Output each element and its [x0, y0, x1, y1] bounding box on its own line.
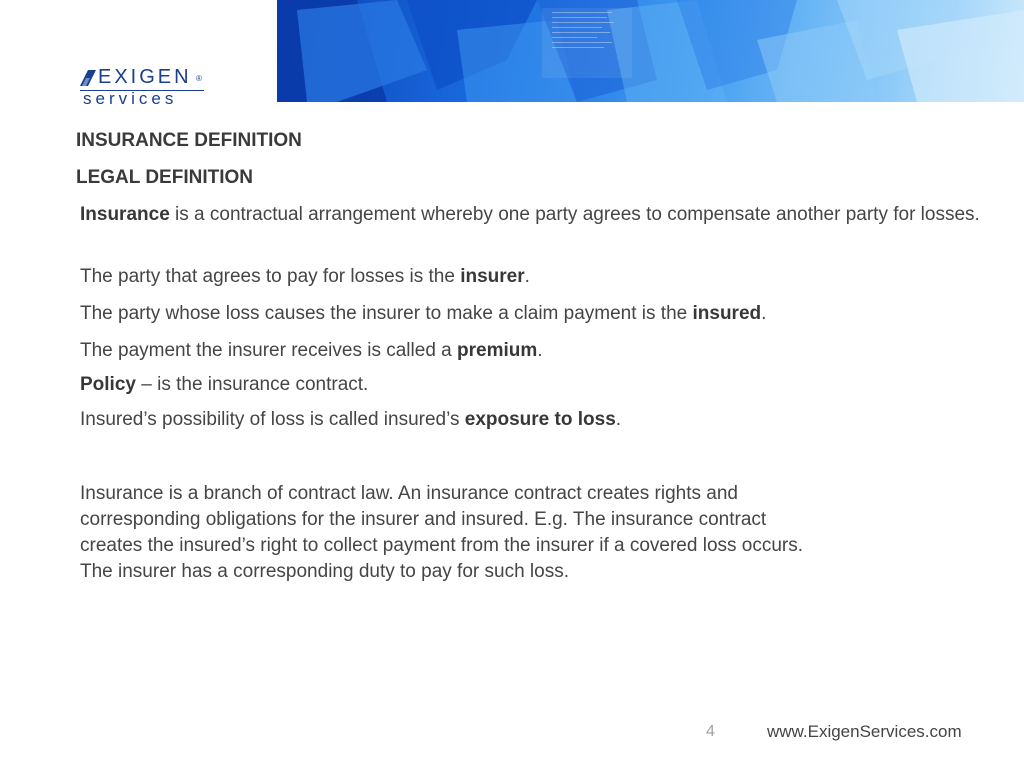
term-insurance: Insurance	[80, 204, 170, 225]
paragraph-text: – is the insurance contract.	[135, 374, 369, 395]
paragraph-premium	[80, 338, 980, 364]
paragraph-punct: .	[524, 266, 530, 287]
paragraph-punct: .	[615, 409, 622, 430]
paragraph-policy	[80, 372, 980, 398]
exigen-services-logo	[80, 66, 210, 108]
term-premium: premium	[457, 340, 538, 361]
paragraph-insured	[80, 301, 980, 327]
paragraph-insurance-definition	[80, 202, 980, 228]
slide-subtitle: LEGAL DEFINITION	[76, 167, 253, 188]
paragraph-line: Insurance is a branch of contract law. An insurance contract creates rights and	[80, 483, 738, 504]
paragraph-text: Insured’s possibility of loss is called insured’s	[80, 409, 465, 430]
term-insured: insured	[692, 303, 762, 324]
paragraph-punct: .	[761, 303, 767, 324]
slide-title: INSURANCE DEFINITION	[76, 130, 302, 151]
paragraph-line: The insurer has a corresponding duty to pay for such loss.	[80, 561, 569, 582]
logo-registered-mark: ®	[196, 74, 202, 83]
term-exposure-to-loss: exposure to loss	[464, 409, 616, 430]
term-insurer: insurer	[460, 266, 525, 287]
term-policy: Policy	[80, 374, 136, 395]
paragraph-text: The party whose loss causes the insurer to make a claim payment is the	[80, 303, 693, 324]
paragraph-punct: .	[537, 340, 543, 361]
logo-mark-icon	[80, 70, 96, 86]
page-number: 4	[706, 723, 715, 740]
paragraph-contract-law	[80, 481, 980, 585]
banner-graphic	[277, 0, 1024, 102]
paragraph-line: corresponding obligations for the insurer and insured. E.g. The insurance contract	[80, 509, 767, 530]
paragraph-text: is a contractual arrangement whereby one party agrees to compensate another party for losses.	[169, 204, 980, 225]
paragraph-line: creates the insured’s right to collect payment from the insurer if a covered loss occurs.	[80, 535, 804, 556]
paragraph-text: The party that agrees to pay for losses is the	[80, 266, 461, 287]
logo-subtext: services	[83, 89, 178, 108]
paragraph-insurer	[80, 264, 980, 290]
paragraph-exposure	[80, 407, 980, 433]
header-banner-image	[277, 0, 1024, 102]
logo-wordmark: EXIGEN	[98, 66, 192, 88]
footer-website-link[interactable]: www.ExigenServices.com	[767, 722, 962, 741]
paragraph-text: The payment the insurer receives is called a	[80, 340, 458, 361]
